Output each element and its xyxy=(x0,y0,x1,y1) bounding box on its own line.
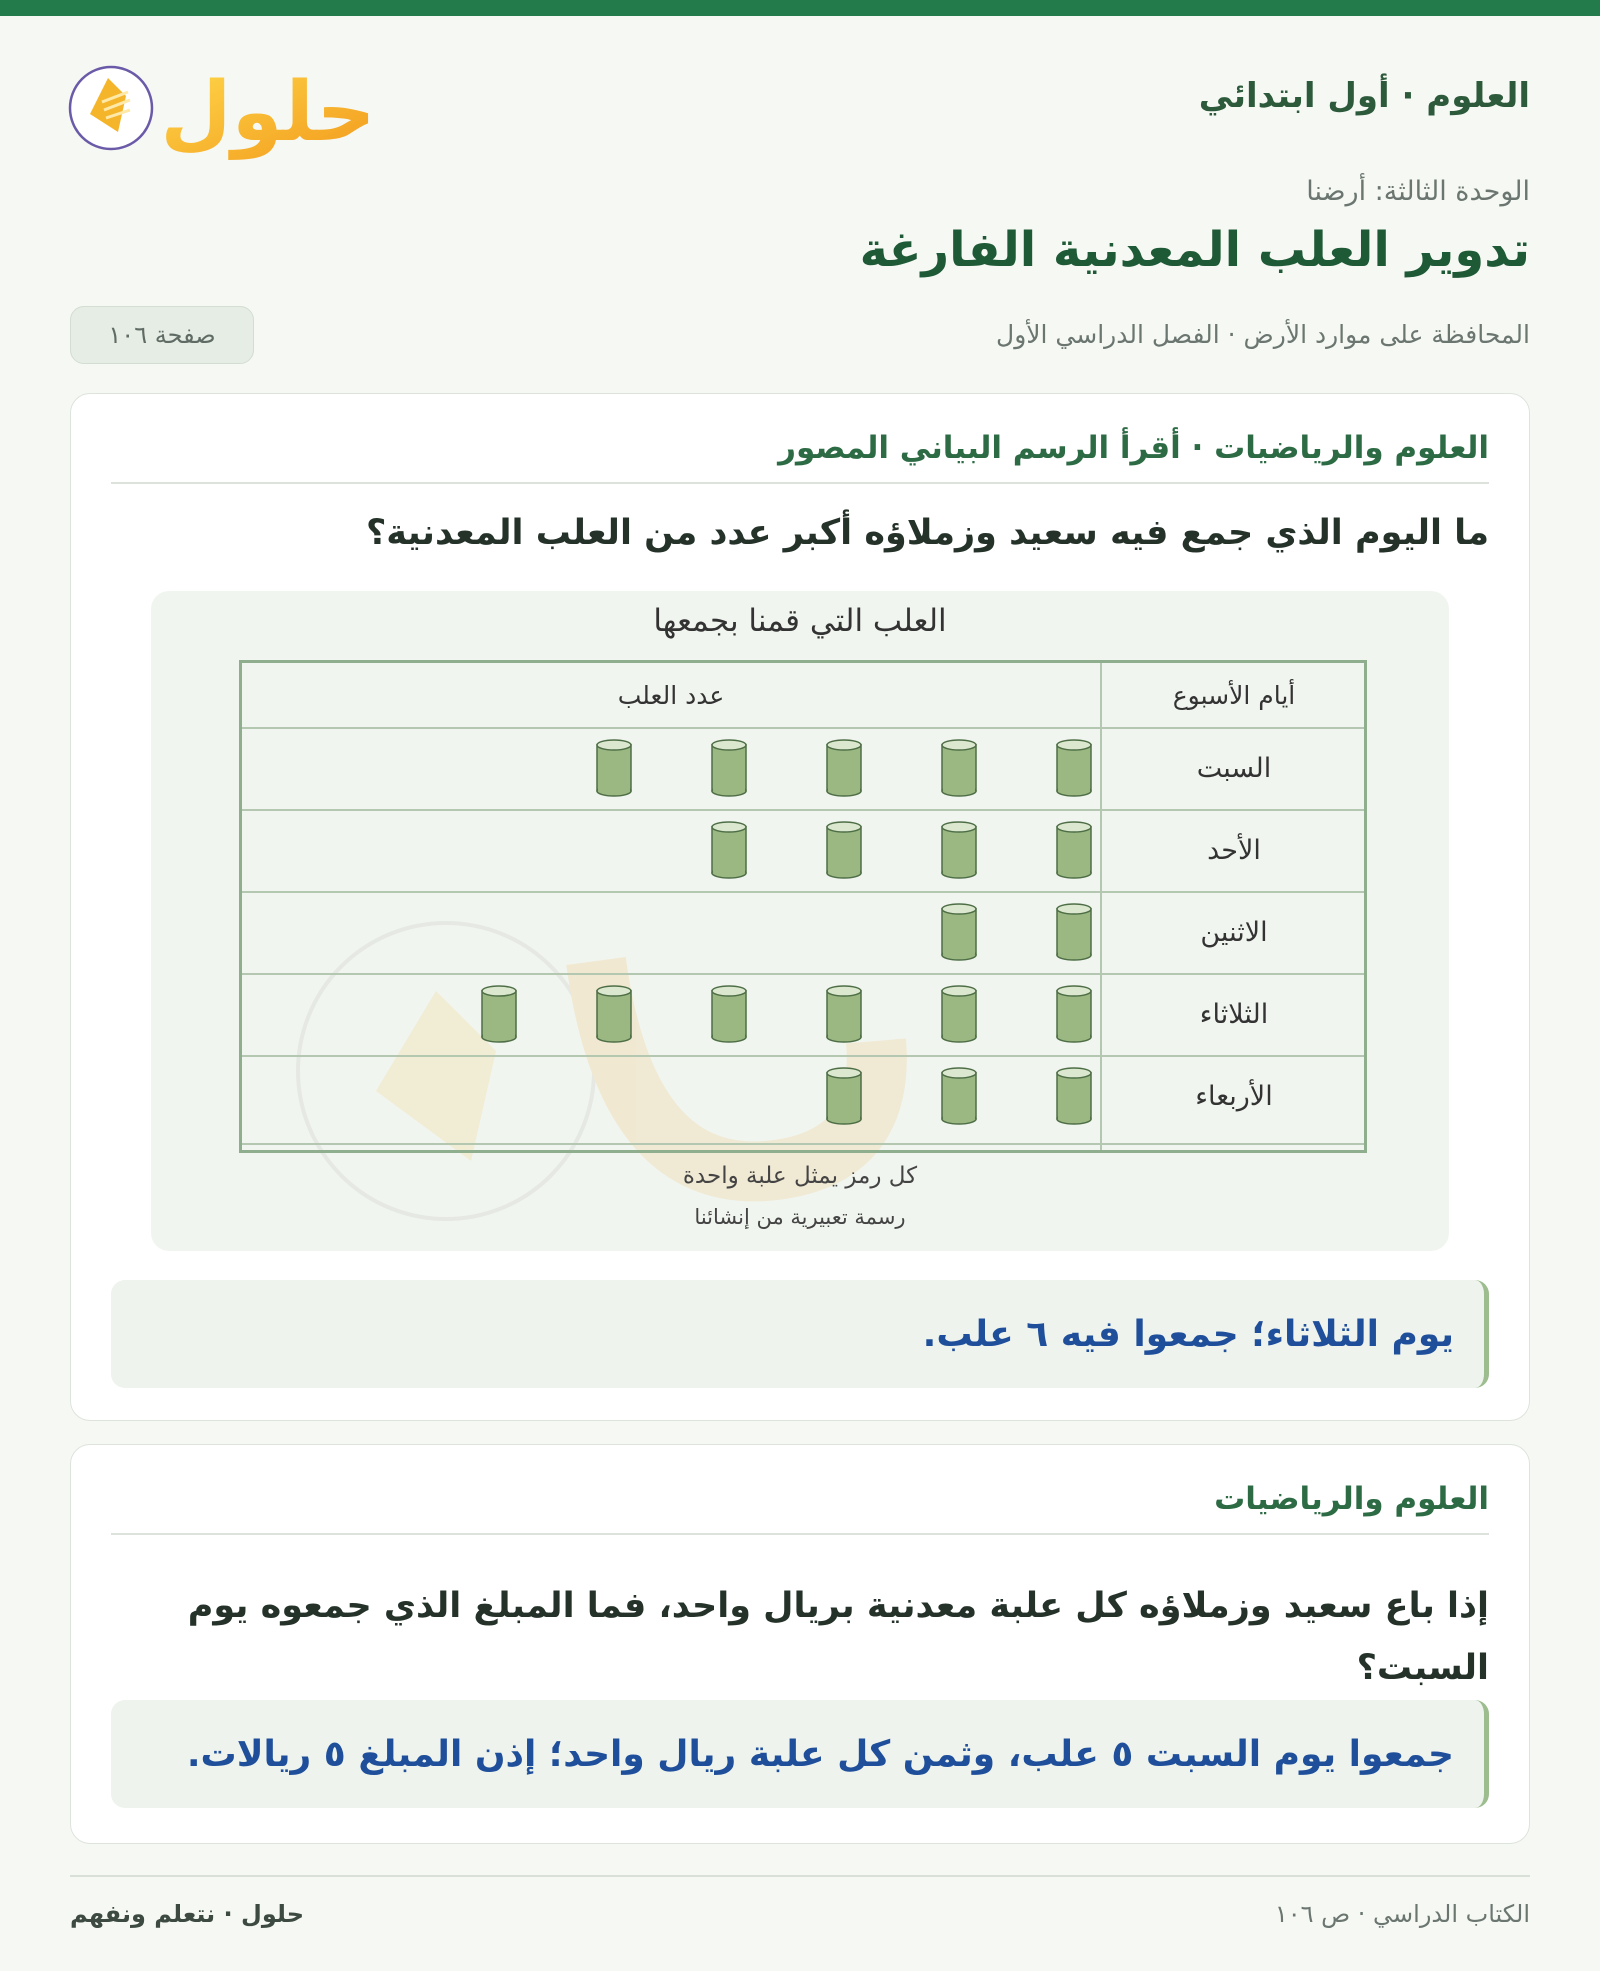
header-count: عدد العلب xyxy=(617,680,725,710)
day-label: الثلاثاء xyxy=(1199,998,1269,1030)
lesson-meta: المحافظة على موارد الأرض · الفصل الدراسي الأول xyxy=(996,320,1530,349)
can-icon xyxy=(709,984,749,1044)
can-icon xyxy=(824,1066,864,1126)
subject-grade: العلوم · أول ابتدائي xyxy=(1198,76,1530,116)
logo-wordmark: حلول xyxy=(160,65,376,160)
picture-graph xyxy=(151,591,1449,1251)
divider xyxy=(111,482,1489,484)
can-icon xyxy=(594,738,634,798)
can-icon xyxy=(1054,902,1094,962)
day-label: الأحد xyxy=(1207,834,1261,866)
can-icon xyxy=(479,984,519,1044)
graph-key: كل رمز يمثل علبة واحدة xyxy=(682,1163,918,1189)
can-icon xyxy=(824,984,864,1044)
pictograph-table xyxy=(239,660,1367,1153)
can-icon xyxy=(1054,738,1094,798)
graph-note: رسمة تعبيرية من إنشائنا xyxy=(694,1205,906,1229)
can-icon xyxy=(594,984,634,1044)
can-icon xyxy=(939,820,979,880)
answer-box: يوم الثلاثاء؛ جمعوا فيه ٦ علب. xyxy=(111,1280,1489,1388)
question-card-2 xyxy=(70,1444,1530,1844)
footer-brand: حلول · نتعلم ونفهم xyxy=(70,1900,304,1928)
graph-title: العلب التي قمنا بجمعها xyxy=(653,603,947,639)
can-icon xyxy=(824,738,864,798)
footer-source: الكتاب الدراسي · ص ١٠٦ xyxy=(1274,1900,1530,1928)
top-accent-bar xyxy=(0,0,1600,16)
divider xyxy=(111,1533,1489,1535)
can-icon xyxy=(1054,1066,1094,1126)
can-icon xyxy=(939,1066,979,1126)
question-text: ما اليوم الذي جمع فيه سعيد وزملاؤه أكبر عدد من العلب المعدنية؟ xyxy=(365,513,1489,553)
can-icon xyxy=(709,738,749,798)
can-icon xyxy=(1054,984,1094,1044)
row-divider xyxy=(242,1143,1364,1145)
header-days: أيام الأسبوع xyxy=(1172,680,1296,710)
page-number-badge: صفحة ١٠٦ xyxy=(70,306,254,364)
can-icon xyxy=(709,820,749,880)
can-icon xyxy=(939,738,979,798)
answer-box: جمعوا يوم السبت ٥ علب، وثمن كل علبة ريال واحد؛ إذن المبلغ ٥ ريالات. xyxy=(111,1700,1489,1808)
day-label: السبت xyxy=(1196,752,1272,784)
question-text: إذا باع سعيد وزملاؤه كل علبة معدنية بريال واحد، فما المبلغ الذي جمعوه يوم السبت؟ xyxy=(187,1586,1489,1688)
day-label: الاثنين xyxy=(1200,916,1268,948)
unit-title: الوحدة الثالثة: أرضنا xyxy=(1306,176,1530,207)
can-icon xyxy=(939,984,979,1044)
can-icon xyxy=(824,820,864,880)
can-icon xyxy=(1054,820,1094,880)
day-label: الأربعاء xyxy=(1195,1080,1273,1112)
column-divider xyxy=(1100,663,1102,1150)
hulul-logo[interactable] xyxy=(68,44,376,160)
hulul-logo-mark xyxy=(68,44,376,160)
card-label: العلوم والرياضيات xyxy=(1214,1481,1489,1517)
card-label: العلوم والرياضيات · أقرأ الرسم البياني المصور xyxy=(778,430,1489,466)
can-icon xyxy=(939,902,979,962)
lesson-title: تدوير العلب المعدنية الفارغة xyxy=(859,222,1530,278)
question-card-1 xyxy=(70,393,1530,1421)
footer-divider xyxy=(70,1875,1530,1877)
